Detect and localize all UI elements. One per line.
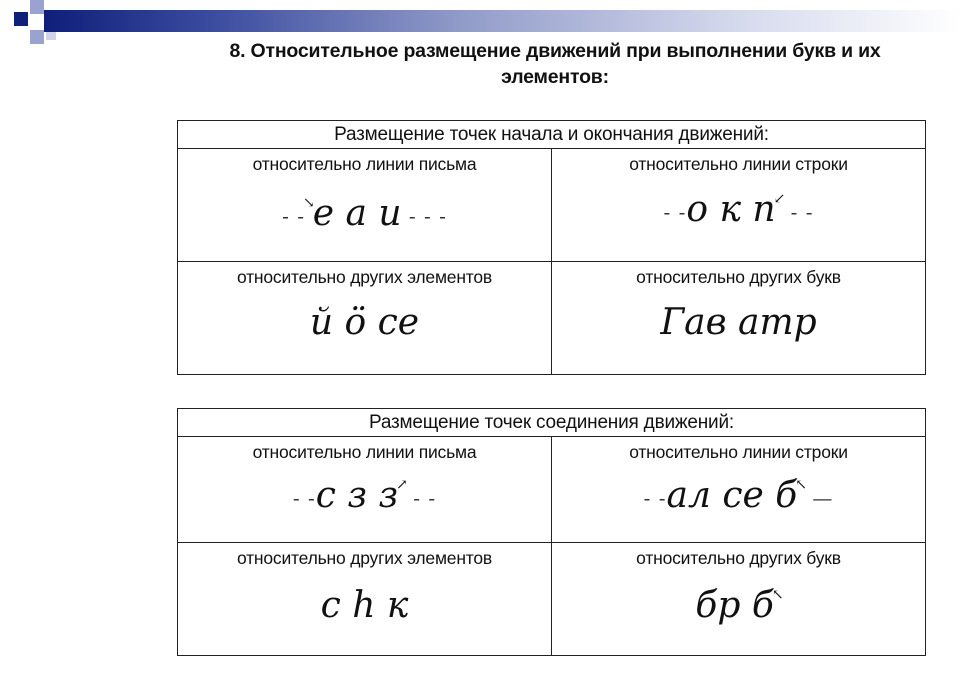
table-cell bbox=[178, 262, 552, 375]
handwriting-sample: - -с з з↗ - - bbox=[292, 475, 437, 516]
header-bar bbox=[44, 10, 960, 32]
title-line-2: элементов: bbox=[501, 66, 609, 88]
table-cell bbox=[178, 437, 552, 543]
cell-label: относительно других букв bbox=[636, 548, 841, 568]
handwriting-sample: Гав атр bbox=[660, 302, 817, 343]
cell-label: относительно линии строки bbox=[629, 154, 848, 174]
deco-square bbox=[30, 0, 44, 14]
cell-label: относительно линии строки bbox=[629, 442, 848, 462]
handwriting-sample: - -о к п↙ - - bbox=[663, 189, 814, 230]
cell-label: относительно других элементов bbox=[236, 548, 493, 568]
table-cell bbox=[552, 543, 926, 656]
handwriting-sample: й ö се bbox=[309, 302, 420, 343]
deco-square bbox=[14, 12, 28, 26]
table-start-end-points bbox=[177, 120, 926, 375]
handwriting-sample: с h к bbox=[320, 585, 409, 626]
table-header: Размещение точек соединения движений: bbox=[178, 409, 926, 437]
cell-label: относительно других букв bbox=[636, 267, 841, 287]
handwriting-sample: - -↘е а и - - - bbox=[282, 193, 447, 234]
cell-label: относительно линии письма bbox=[252, 442, 477, 462]
table-connection-points bbox=[177, 408, 926, 656]
table-header: Размещение точек начала и окончания движений: bbox=[178, 121, 926, 149]
cell-label: относительно других элементов bbox=[236, 267, 493, 287]
page-title bbox=[175, 38, 935, 90]
table-cell bbox=[178, 149, 552, 262]
table-cell bbox=[552, 262, 926, 375]
deco-square bbox=[30, 30, 44, 44]
table-cell bbox=[552, 149, 926, 262]
title-line-1: 8. Относительное размещение движений при выполнении букв и их bbox=[229, 40, 881, 62]
handwriting-sample: бр б↖ bbox=[695, 585, 784, 626]
handwriting-sample: - -ал се б↖ — bbox=[643, 475, 834, 516]
cell-label: относительно линии письма bbox=[252, 154, 477, 174]
table-cell bbox=[178, 543, 552, 656]
table-cell bbox=[552, 437, 926, 543]
